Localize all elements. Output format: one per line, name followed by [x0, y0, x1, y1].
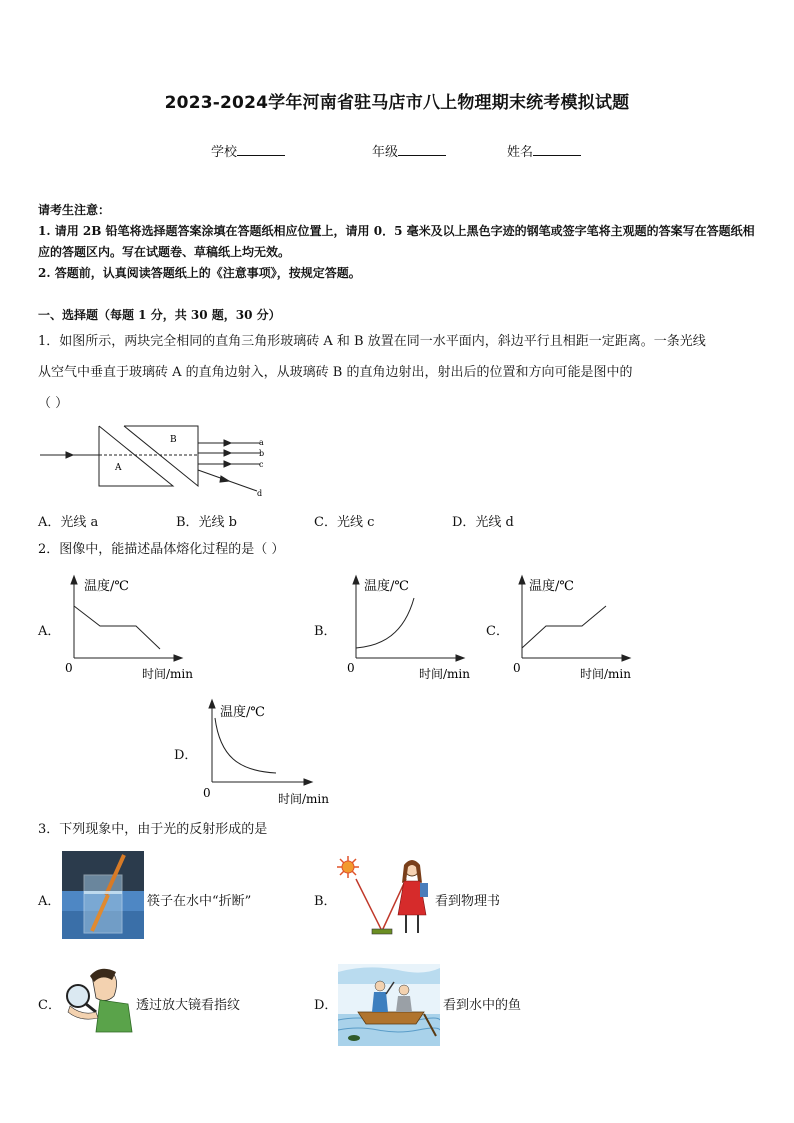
- q3-option-c-text: 透过放大镜看指纹: [136, 998, 241, 1013]
- q3-stem: 3．下列现象中，由于光的反射形成的是: [38, 822, 268, 837]
- q1-option-b: B．光线 b: [176, 515, 238, 530]
- q3-option-a-letter: A．: [38, 894, 61, 909]
- grade-field: [372, 141, 446, 160]
- page-title: 2023-2024学年河南省驻马店市八上物理期末统考模拟试题: [164, 93, 630, 113]
- q2-option-b: B．: [314, 624, 337, 639]
- q1-option-c: C．光线 c: [314, 515, 375, 530]
- label-b: B: [170, 435, 177, 445]
- q3-option-d-letter: D．: [314, 998, 338, 1013]
- label-ray-c: c: [259, 460, 264, 469]
- q3-option-d-text: 看到水中的鱼: [443, 998, 522, 1013]
- q2-graph-b: [342, 572, 492, 682]
- school-field: [211, 141, 285, 160]
- girl-reading-book-image: [334, 853, 432, 939]
- prism-a: [99, 426, 173, 486]
- label-ray-a: a: [259, 438, 264, 447]
- graph-b-xlabel: 时间/min: [419, 667, 470, 681]
- notice-heading: 请考生注意：: [38, 203, 111, 217]
- school-blank: [237, 143, 285, 156]
- graph-a-xlabel: 时间/min: [142, 667, 193, 681]
- q2-option-d: D．: [174, 748, 198, 763]
- q3-option-b-letter: B．: [314, 894, 337, 909]
- magnifying-glass-boy-image: [62, 966, 134, 1034]
- q3-option-a-text: 筷子在水中“折断”: [147, 894, 252, 909]
- boat-fish-image: [338, 964, 440, 1046]
- notice-block: [38, 200, 760, 284]
- q2-option-c: C．: [486, 624, 509, 639]
- q1-prism-figure: [36, 420, 276, 502]
- arrow-head: [66, 452, 73, 458]
- name-label: 姓名: [507, 145, 534, 160]
- magnifier-icon: [67, 985, 89, 1007]
- q3-option-b-text: 看到物理书: [435, 894, 501, 909]
- q1-option-d: D．光线 d: [452, 515, 514, 530]
- graph-b-ylabel: 温度/℃: [364, 579, 409, 594]
- graph-a-origin: 0: [65, 661, 73, 675]
- q2-option-a: A．: [38, 624, 61, 639]
- q2-graph-d: [198, 696, 348, 808]
- chopstick-in-water-image: [62, 851, 144, 939]
- graph-c-xlabel: 时间/min: [580, 667, 631, 681]
- notice-item-2: 2. 答题前，认真阅读答题纸上的《注意事项》，按规定答题。: [38, 266, 361, 280]
- q2-graph-c: [508, 572, 658, 682]
- q2-stem: 2．图像中，能描述晶体熔化过程的是（ ）: [38, 542, 285, 557]
- school-label: 学校: [211, 145, 238, 160]
- sun-icon: [342, 861, 354, 873]
- label-ray-d: d: [257, 489, 263, 498]
- q1-stem-line1: 1．如图所示，两块完全相同的直角三角形玻璃砖 A 和 B 放置在同一水平面内，斜边平行且相距一定距离。一条光线: [38, 334, 706, 349]
- graph-a-ylabel: 温度/℃: [84, 579, 129, 594]
- name-field: [507, 141, 581, 160]
- prism-b: [124, 426, 198, 486]
- grade-label: 年级: [372, 145, 399, 160]
- section-heading: 一、选择题（每题 1 分，共 30 题，30 分）: [38, 308, 281, 322]
- label-a: A: [115, 463, 122, 473]
- grade-blank: [398, 143, 446, 156]
- notice-item-1: 1. 请用 2B 铅笔将选择题答案涂填在答题纸相应位置上，请用 0．5 毫米及以上黑色字迹的钢笔或签字笔将主观题的答案写在答题纸相应的答题区内。写在试题卷、草稿纸上均无效。: [38, 224, 755, 259]
- q3-option-c-letter: C．: [38, 998, 61, 1013]
- label-ray-b: b: [259, 449, 265, 458]
- q1-answer-paren: （ ）: [38, 396, 69, 411]
- name-blank: [533, 143, 581, 156]
- graph-b-origin: 0: [347, 661, 355, 675]
- graph-d-ylabel: 温度/℃: [220, 705, 265, 720]
- q2-graph-a: [60, 572, 210, 682]
- q1-option-a: A．光线 a: [38, 515, 99, 530]
- graph-c-origin: 0: [513, 661, 521, 675]
- graph-c-ylabel: 温度/℃: [529, 579, 574, 594]
- book-icon: [372, 929, 392, 934]
- graph-d-origin: 0: [203, 786, 211, 800]
- q1-stem-line2: 从空气中垂直于玻璃砖 A 的直角边射入，从玻璃砖 B 的直角边射出，射出后的位置和方向可能是图中的: [38, 365, 633, 380]
- graph-d-xlabel: 时间/min: [278, 792, 329, 806]
- fish-icon: [348, 1035, 360, 1041]
